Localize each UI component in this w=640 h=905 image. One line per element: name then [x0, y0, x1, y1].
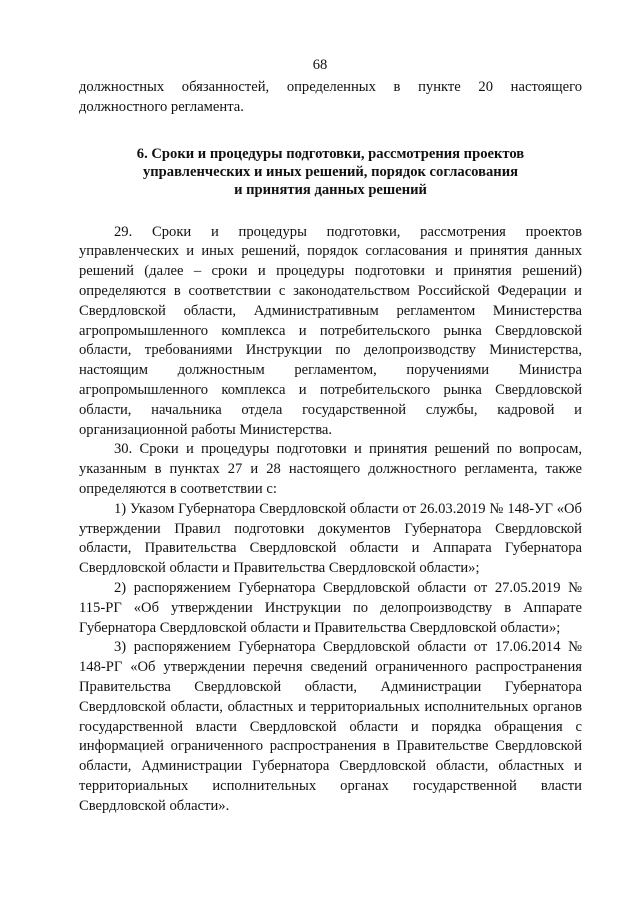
document-body — [79, 78, 582, 817]
page-number: 68 — [312, 57, 328, 73]
list-item-1: 1) Указом Губернатора Свердловской области от 26.03.2019 № 148-УГ «Об утверждении Правил подготовки документов Губернатора Свердловской области, Правительства Свердловской области и Аппарата Губернатора Свердловской области и Правительства Свердловской области»; — [79, 500, 582, 577]
continuation-paragraph: должностных обязанностей, определенных в пункте 20 настоящего должностного регламента. — [79, 79, 582, 115]
paragraph-30: 30. Сроки и процедуры подготовки и принятия решений по вопросам, указанным в пунктах 27 и 28 настоящего должностного регламента, также определяются в соответствии с: — [79, 441, 582, 497]
list-item-2: 2) распоряжением Губернатора Свердловской области от 27.05.2019 № 115-РГ «Об утверждении Инструкции по делопроизводству в Аппарате Губернатора Свердловской области и Правительства Свердловской области»; — [79, 579, 582, 636]
section-heading-line-3: и принятия данных решений — [234, 181, 427, 198]
section-heading-line-2: управленческих и иных решений, порядок согласования — [142, 163, 519, 180]
list-item-3: 3) распоряжением Губернатора Свердловской области от 17.06.2014 № 148-РГ «Об утверждении перечня сведений ограниченного распространения Правительства Свердловской области, Администрации Губернатора Свердловской области, областных и территориальных исполнительных органов государственной власти Свердловской области и порядка обращения с информацией ограниченного распространения в Правительстве Свердловской области, Администрации Губернатора Свердловской области, областных и территориальных исполнительных органах государственной власти Свердловской области». — [79, 639, 582, 814]
section-heading-line-1: 6. Сроки и процедуры подготовки, рассмотрения проектов — [136, 145, 525, 162]
paragraph-29: 29. Сроки и процедуры подготовки, рассмотрения проектов управленческих и иных решений, порядок согласования и принятия данных решений (далее – сроки и процедуры подготовки и принятия решений) определяются в соответствии с законодательством Российской Федерации и Свердловской области, Административным регламентом Министерства агропромышленного комплекса и потребительского рынка Свердловской области, требованиями Инструкции по делопроизводству Министерства, настоящим должностным регламентом, поручениями Министра агропромышленного комплекса и потребительского рынка Свердловской области, начальника отдела государственной службы, кадровой и организационной работы Министерства. — [79, 223, 582, 438]
section-heading — [79, 145, 582, 199]
